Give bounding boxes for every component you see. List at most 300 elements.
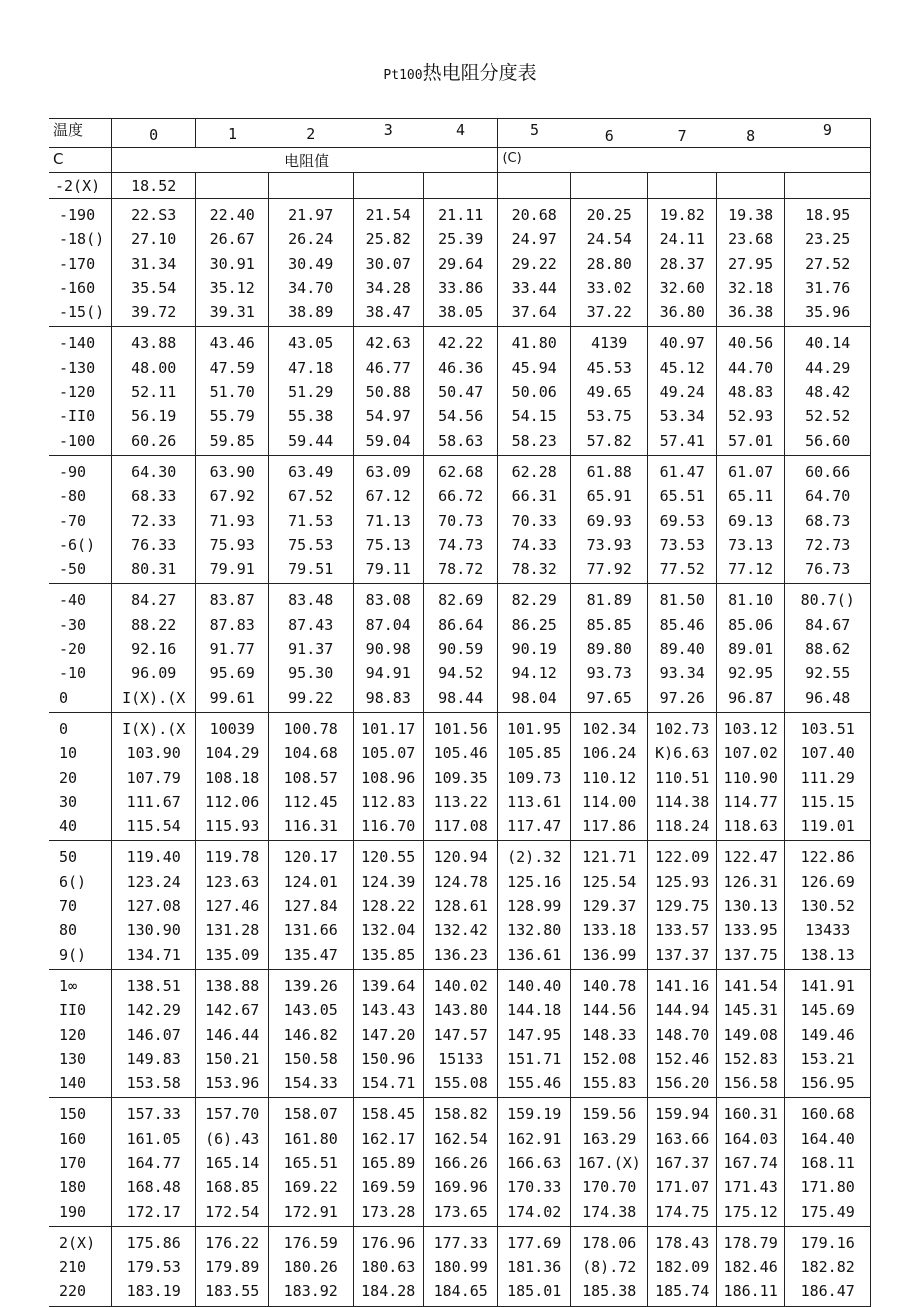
- resistance-value: 40.97: [659, 334, 705, 353]
- resistance-value: 168.48: [126, 1178, 181, 1197]
- resistance-value: 145.31: [723, 1001, 778, 1020]
- resistance-value: 27.10: [131, 230, 177, 249]
- value-cell-col-3: [353, 1098, 423, 1226]
- value-cell-col-9: [785, 712, 871, 840]
- resistance-value: 110.51: [655, 768, 710, 787]
- resistance-value: 101.17: [361, 719, 416, 738]
- resistance-value: 36.38: [728, 303, 774, 322]
- resistance-value: 118.63: [723, 817, 778, 836]
- resistance-value: 76.33: [131, 535, 177, 554]
- table-block-row: [49, 455, 871, 583]
- resistance-value: 137.75: [723, 945, 778, 964]
- resistance-value: 90.59: [438, 640, 484, 659]
- value-cell-col-3: [353, 1226, 423, 1306]
- resistance-value: 85.85: [586, 615, 632, 634]
- value-cell-col-2: [268, 841, 353, 969]
- resistance-value: 66.72: [438, 487, 484, 506]
- resistance-value: 72.73: [805, 535, 851, 554]
- resistance-value: 158.45: [361, 1105, 416, 1124]
- resistance-value: 127.46: [205, 897, 260, 916]
- resistance-value: 76.73: [805, 560, 851, 579]
- table-block-row: [49, 1098, 871, 1226]
- value-cell-col-2: [268, 969, 353, 1097]
- resistance-value: 175.12: [723, 1202, 778, 1221]
- resistance-value: 57.41: [659, 431, 705, 450]
- temp-value: -90: [59, 462, 87, 481]
- resistance-value: 79.51: [288, 560, 334, 579]
- resistance-value: 153.21: [800, 1049, 855, 1068]
- temp-value: -80: [59, 487, 87, 506]
- resistance-value: 60.26: [131, 431, 177, 450]
- col-header-5: [498, 119, 570, 148]
- resistance-value: 165.89: [361, 1153, 416, 1172]
- resistance-value: 77.92: [586, 560, 632, 579]
- resistance-value: 47.59: [209, 358, 255, 377]
- resistance-value: 86.25: [511, 615, 557, 634]
- resistance-value: 41.80: [511, 334, 557, 353]
- resistance-value: 148.33: [582, 1025, 637, 1044]
- temp-cell: [49, 199, 111, 327]
- temp-value: 40: [59, 817, 78, 836]
- resistance-value: 90.98: [365, 640, 411, 659]
- resistance-value: 178.06: [582, 1233, 637, 1252]
- resistance-value: 177.69: [507, 1233, 562, 1252]
- resistance-value: 130.52: [800, 897, 855, 916]
- resistance-value: 97.65: [586, 688, 632, 707]
- col-label-4: 4: [455, 121, 465, 139]
- resistance-value: 50.47: [438, 383, 484, 402]
- temp-cell: [49, 327, 111, 455]
- resistance-value: 49.24: [659, 383, 705, 402]
- resistance-value: 43.05: [288, 334, 334, 353]
- resistance-value: 113.22: [433, 792, 488, 811]
- temp-value: 190: [59, 1202, 87, 1221]
- resistance-value: 72.33: [131, 511, 177, 530]
- resistance-value: 90.19: [511, 640, 557, 659]
- resistance-value: 178.79: [723, 1233, 778, 1252]
- resistance-value: 146.07: [126, 1025, 181, 1044]
- resistance-value: 150.21: [205, 1049, 260, 1068]
- resistance-value: 174.38: [582, 1202, 637, 1221]
- resistance-value: 79.11: [365, 560, 411, 579]
- value-cell-col-2: [268, 584, 353, 712]
- resistance-value: 89.80: [586, 640, 632, 659]
- resistance-value: 63.09: [365, 462, 411, 481]
- resistance-value: 91.37: [288, 640, 334, 659]
- resistance-value: 81.50: [659, 591, 705, 610]
- value-cell-col-8: [716, 1226, 784, 1306]
- resistance-value: 122.09: [655, 848, 710, 867]
- resistance-value: 121.71: [582, 848, 637, 867]
- temp-value: 150: [59, 1105, 87, 1124]
- value-cell-col-9: [785, 969, 871, 1097]
- resistance-value: 124.01: [283, 872, 338, 891]
- resistance-value: 154.71: [361, 1074, 416, 1093]
- value-cell-col-7: [648, 199, 716, 327]
- temp-value: 160: [59, 1129, 87, 1148]
- resistance-value: 108.96: [361, 768, 416, 787]
- resistance-value: I(X).(X: [122, 688, 186, 707]
- value-cell-col-2: [268, 199, 353, 327]
- resistance-value: 50.88: [365, 383, 411, 402]
- resistance-value: 58.23: [511, 431, 557, 450]
- resistance-value: 52.11: [131, 383, 177, 402]
- temp-value: -II0: [59, 407, 96, 426]
- value-cell-col-4: [423, 841, 497, 969]
- resistance-value: 88.62: [805, 640, 851, 659]
- value-cell-col-4: [423, 712, 497, 840]
- resistance-value: 159.94: [655, 1105, 710, 1124]
- resistance-value: 125.93: [655, 872, 710, 891]
- col-header-4: [423, 119, 497, 148]
- resistance-value: 85.06: [728, 615, 774, 634]
- value-cell-col-1: [196, 841, 268, 969]
- resistance-value: 23.25: [805, 230, 851, 249]
- value-cell-col-3: [353, 199, 423, 327]
- temp-value: -15(): [59, 303, 105, 322]
- temp-value: -190: [59, 206, 96, 224]
- resistance-value: 162.17: [361, 1129, 416, 1148]
- resistance-value: 113.61: [507, 792, 562, 811]
- resistance-value: 136.61: [507, 945, 562, 964]
- resistance-value: 98.04: [511, 688, 557, 707]
- resistance-value: 42.22: [438, 334, 484, 353]
- resistance-value: 158.82: [433, 1105, 488, 1124]
- resistance-value: 158.07: [283, 1105, 338, 1124]
- first-data-row: [49, 173, 871, 199]
- resistance-value: 183.19: [126, 1282, 181, 1301]
- resistance-value: 150.58: [283, 1049, 338, 1068]
- header-row-columns: [49, 119, 871, 148]
- col-label-7: 7: [677, 127, 687, 145]
- resistance-value: 106.24: [582, 744, 637, 763]
- resistance-value: 120.94: [433, 848, 488, 867]
- resistance-value: 166.26: [433, 1153, 488, 1172]
- resistance-value: 71.53: [288, 511, 334, 530]
- temp-value: -30: [59, 615, 87, 634]
- value-cell-col-8: [716, 969, 784, 1097]
- resistance-value: 51.70: [209, 383, 255, 402]
- resistance-value: 141.91: [800, 976, 855, 995]
- resistance-value: 47.18: [288, 358, 334, 377]
- value-cell-col-2: [268, 712, 353, 840]
- resistance-value: 20.25: [586, 206, 632, 224]
- resistance-value: 139.26: [283, 976, 338, 995]
- table-block-row: [49, 327, 871, 455]
- resistance-value: 107.02: [723, 744, 778, 763]
- resistance-value: 60.66: [805, 462, 851, 481]
- resistance-value: 48.83: [728, 383, 774, 402]
- resistance-value: 83.48: [288, 591, 334, 610]
- resistance-value: 114.38: [655, 792, 710, 811]
- first-row-temp: -2(X): [55, 177, 101, 195]
- resistance-value: 160.68: [800, 1105, 855, 1124]
- temp-header-cell: [49, 119, 111, 148]
- resistance-value: 134.71: [126, 945, 181, 964]
- resistance-value: 171.80: [800, 1178, 855, 1197]
- resistance-value: 143.05: [283, 1001, 338, 1020]
- resistance-value: 120.55: [361, 848, 416, 867]
- resistance-value: 53.34: [659, 407, 705, 426]
- resistance-value: 176.96: [361, 1233, 416, 1252]
- resistance-value: 174.02: [507, 1202, 562, 1221]
- resistance-value: 82.69: [438, 591, 484, 610]
- resistance-value: 37.64: [511, 303, 557, 322]
- resistance-value: 112.83: [361, 792, 416, 811]
- resistance-value: 120.17: [283, 848, 338, 867]
- resistance-value: 91.77: [209, 640, 255, 659]
- title-prefix: Pt100: [383, 68, 423, 83]
- resistance-value: 143.80: [433, 1001, 488, 1020]
- value-cell-col-3: [353, 455, 423, 583]
- temp-value: -20: [59, 640, 87, 659]
- resistance-value: 186.47: [800, 1282, 855, 1301]
- resistance-value: 105.46: [433, 744, 488, 763]
- value-cell-col-1: [196, 455, 268, 583]
- col-label-3: 3: [383, 121, 393, 139]
- value-cell-col-7: [648, 841, 716, 969]
- value-cell-col-8: [716, 584, 784, 712]
- resistance-table: [49, 118, 871, 1307]
- resistance-value: 159.19: [507, 1105, 562, 1124]
- resistance-value: 69.93: [586, 511, 632, 530]
- resistance-value: 168.11: [800, 1153, 855, 1172]
- resistance-value: 149.08: [723, 1025, 778, 1044]
- resistance-value: 153.96: [205, 1074, 260, 1093]
- resistance-value: 179.53: [126, 1258, 181, 1277]
- resistance-value: 48.42: [805, 383, 851, 402]
- resistance-value: 98.44: [438, 688, 484, 707]
- resistance-value: 164.40: [800, 1129, 855, 1148]
- resistance-value: 119.78: [205, 848, 260, 867]
- resistance-value: 108.57: [283, 768, 338, 787]
- resistance-value: 32.60: [659, 278, 705, 297]
- resistance-value: 43.88: [131, 334, 177, 353]
- resistance-value: 46.77: [365, 358, 411, 377]
- resistance-value: 87.83: [209, 615, 255, 634]
- resistance-value: 87.04: [365, 615, 411, 634]
- value-cell-col-2: [268, 1098, 353, 1226]
- resistance-value: 170.70: [582, 1178, 637, 1197]
- resistance-value: 103.51: [800, 719, 855, 738]
- value-cell-col-0: [111, 199, 196, 327]
- resistance-value: 78.72: [438, 560, 484, 579]
- value-cell-col-9: [785, 1098, 871, 1226]
- resistance-value: 135.47: [283, 945, 338, 964]
- temp-cell: [49, 584, 111, 712]
- resistance-value: 94.91: [365, 664, 411, 683]
- resistance-value: 55.38: [288, 407, 334, 426]
- temp-value: 10: [59, 744, 78, 763]
- resistance-value: 103.90: [126, 744, 181, 763]
- resistance-value: 162.91: [507, 1129, 562, 1148]
- resistance-value: 140.78: [582, 976, 637, 995]
- temp-value: 1∞: [59, 976, 78, 995]
- temp-value: 30: [59, 792, 78, 811]
- col-header-6: [570, 119, 648, 148]
- resistance-value: 68.33: [131, 487, 177, 506]
- resistance-value: 137.37: [655, 945, 710, 964]
- resistance-value: 63.49: [288, 462, 334, 481]
- temp-value: 6(): [59, 872, 87, 891]
- resistance-value: 80.31: [131, 560, 177, 579]
- resistance-value: 133.95: [723, 921, 778, 940]
- resistance-value: 128.99: [507, 897, 562, 916]
- resistance-value: 35.96: [805, 303, 851, 322]
- resistance-value: 30.91: [209, 254, 255, 273]
- page-title: [0, 58, 920, 85]
- resistance-value: 127.08: [126, 897, 181, 916]
- value-cell-col-3: [353, 712, 423, 840]
- resistance-value: 71.13: [365, 511, 411, 530]
- value-cell-col-7: [648, 455, 716, 583]
- resistance-value: 39.72: [131, 303, 177, 322]
- resistance-value: 92.55: [805, 664, 851, 683]
- resistance-value: 117.08: [433, 817, 488, 836]
- resistance-value: 146.82: [283, 1025, 338, 1044]
- resistance-value: 10039: [209, 719, 255, 738]
- temp-cell: [49, 455, 111, 583]
- resistance-value: 179.89: [205, 1258, 260, 1277]
- value-cell-col-4: [423, 455, 497, 583]
- col-label-9: 9: [822, 121, 832, 139]
- temp-value: -170: [59, 254, 96, 273]
- first-row-cell-3: [353, 173, 423, 199]
- resistance-value: 173.28: [361, 1202, 416, 1221]
- resistance-value: 128.61: [433, 897, 488, 916]
- first-row-cell-9: [785, 173, 871, 199]
- resistance-value: 149.83: [126, 1049, 181, 1068]
- resistance-value: 75.53: [288, 535, 334, 554]
- resistance-value: 172.54: [205, 1202, 260, 1221]
- resistance-value: 178.43: [655, 1233, 710, 1252]
- resistance-value: 24.11: [659, 230, 705, 249]
- temp-value: -6(): [59, 535, 96, 554]
- resistance-value: 29.22: [511, 254, 557, 273]
- resistance-value: 95.30: [288, 664, 334, 683]
- resistance-value: 184.28: [361, 1282, 416, 1301]
- resistance-value: 115.15: [800, 792, 855, 811]
- resistance-value: I(X).(X: [122, 719, 186, 738]
- resistance-value: 98.83: [365, 688, 411, 707]
- resistance-value: 169.59: [361, 1178, 416, 1197]
- resistance-value: 176.22: [205, 1233, 260, 1252]
- resistance-value: 144.56: [582, 1001, 637, 1020]
- resistance-value: 163.66: [655, 1129, 710, 1148]
- value-cell-col-1: [196, 199, 268, 327]
- resistance-value: 180.63: [361, 1258, 416, 1277]
- value-cell-col-4: [423, 1226, 497, 1306]
- resistance-value: 110.12: [582, 768, 637, 787]
- resistance-value: (2).32: [507, 848, 562, 867]
- value-cell-col-7: [648, 1098, 716, 1226]
- resistance-value: 56.19: [131, 407, 177, 426]
- resistance-value: 18.95: [805, 206, 851, 224]
- resistance-value: 46.36: [438, 358, 484, 377]
- resistance-value: 87.43: [288, 615, 334, 634]
- resistance-value: 67.92: [209, 487, 255, 506]
- resistance-value: 119.40: [126, 848, 181, 867]
- resistance-value: 96.09: [131, 664, 177, 683]
- resistance-value: 130.13: [723, 897, 778, 916]
- resistance-value: 20.68: [511, 206, 557, 224]
- col-label-5: 5: [529, 121, 539, 139]
- resistance-value: 112.06: [205, 792, 260, 811]
- resistance-value: 31.34: [131, 254, 177, 273]
- value-cell-col-8: [716, 841, 784, 969]
- value-cell-col-2: [268, 455, 353, 583]
- resistance-value: 101.95: [507, 719, 562, 738]
- resistance-value: 93.73: [586, 664, 632, 683]
- resistance-value: 56.60: [805, 431, 851, 450]
- resistance-value: 128.22: [361, 897, 416, 916]
- table-block-row: [49, 584, 871, 712]
- resistance-value: 38.89: [288, 303, 334, 322]
- resistance-value: (6).43: [205, 1129, 260, 1148]
- resistance-value: 69.53: [659, 511, 705, 530]
- temp-value: -10: [59, 664, 87, 683]
- temp-value: 140: [59, 1074, 87, 1093]
- value-cell-col-4: [423, 969, 497, 1097]
- resistance-value: 26.24: [288, 230, 334, 249]
- resistance-value: 163.29: [582, 1129, 637, 1148]
- resistance-value: 102.73: [655, 719, 710, 738]
- resistance-value: 164.03: [723, 1129, 778, 1148]
- resistance-value: 140.40: [507, 976, 562, 995]
- unit-paren-cell: [498, 148, 871, 173]
- resistance-value: 142.29: [126, 1001, 181, 1020]
- resistance-value: 64.70: [805, 487, 851, 506]
- resistance-value: 70.73: [438, 511, 484, 530]
- resistance-value: 73.93: [586, 535, 632, 554]
- resistance-value: 140.02: [433, 976, 488, 995]
- value-cell-col-6: [570, 455, 648, 583]
- resistance-value: 66.31: [511, 487, 557, 506]
- resistance-value: 21.11: [438, 206, 484, 224]
- resistance-value: 184.65: [433, 1282, 488, 1301]
- resistance-value: 152.08: [582, 1049, 637, 1068]
- temp-value: -130: [59, 358, 96, 377]
- value-cell-col-6: [570, 327, 648, 455]
- temp-value: 170: [59, 1153, 87, 1172]
- resistance-value: 74.73: [438, 535, 484, 554]
- resistance-value: 28.37: [659, 254, 705, 273]
- temp-value: 130: [59, 1049, 87, 1068]
- resistance-value: 59.04: [365, 431, 411, 450]
- resistance-value: 84.27: [131, 591, 177, 610]
- resistance-value: 94.52: [438, 664, 484, 683]
- resistance-value: 156.20: [655, 1074, 710, 1093]
- value-cell-col-6: [570, 712, 648, 840]
- value-cell-col-3: [353, 327, 423, 455]
- resistance-value: 129.37: [582, 897, 637, 916]
- value-cell-col-3: [353, 969, 423, 1097]
- resistance-value: 89.40: [659, 640, 705, 659]
- resistance-value: 138.88: [205, 976, 260, 995]
- resistance-value: 171.07: [655, 1178, 710, 1197]
- resistance-value: 23.68: [728, 230, 774, 249]
- resistance-value: 52.93: [728, 407, 774, 426]
- resistance-value: 50.06: [511, 383, 557, 402]
- resistance-value: 182.46: [723, 1258, 778, 1277]
- resistance-value: 111.29: [800, 768, 855, 787]
- resistance-value: 101.56: [433, 719, 488, 738]
- resistance-value: 126.69: [800, 872, 855, 891]
- resistance-value: 174.75: [655, 1202, 710, 1221]
- table-block-row: [49, 969, 871, 1097]
- resistance-value: 179.16: [800, 1233, 855, 1252]
- value-cell-col-3: [353, 841, 423, 969]
